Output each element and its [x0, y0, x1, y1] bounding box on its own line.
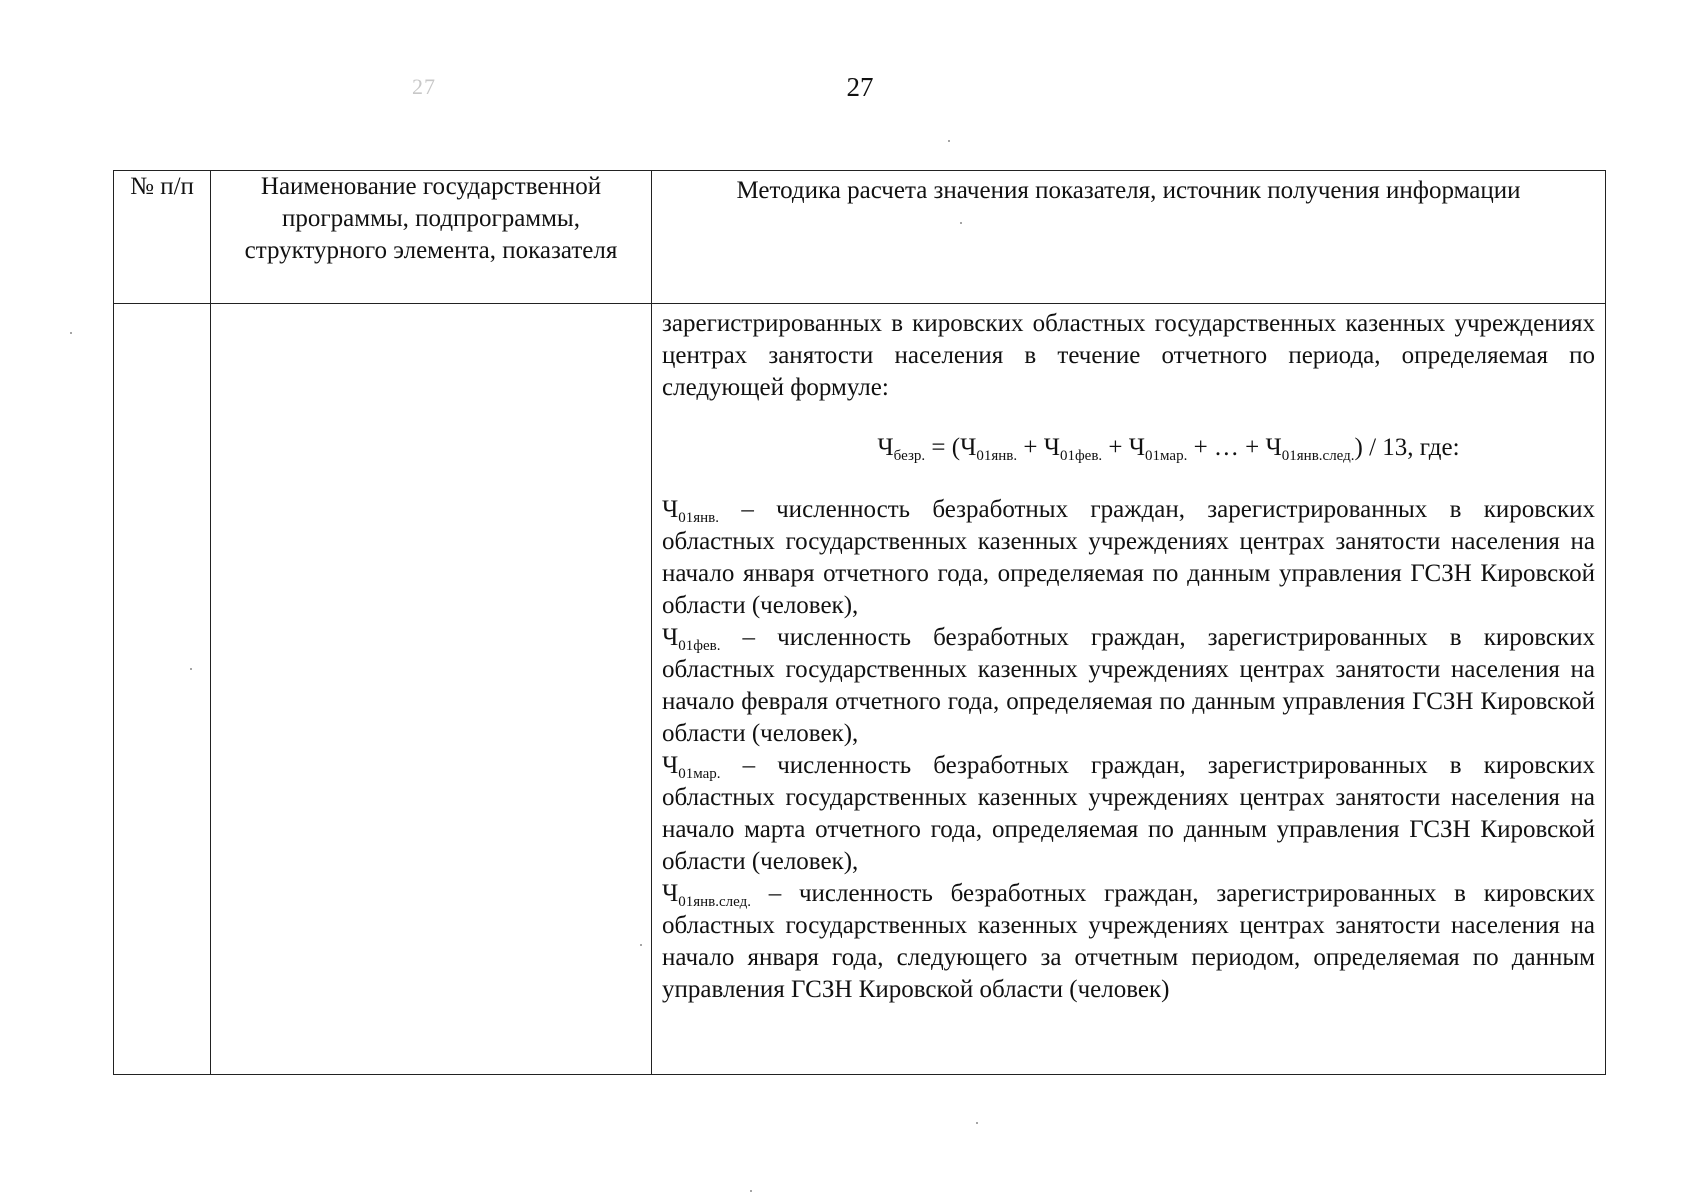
header-name-label: Наименование государственной программы, подпрограммы, структурного элемента, показателя — [244, 173, 618, 264]
scan-speck — [750, 1190, 752, 1192]
method-intro: зарегистрированных в кировских областных государственных казенных учреждениях центрах занятости населения в течение отчетного периода, определяемая по следующей формуле: — [662, 310, 1595, 401]
method-text — [652, 304, 1605, 1006]
formula-lhs-sub: безр. — [893, 448, 926, 464]
scan-speck — [976, 1122, 978, 1124]
cell-name — [211, 304, 652, 1075]
header-method — [652, 171, 1606, 304]
header-number — [114, 171, 211, 304]
definition-symbol-sub: 01янв.след. — [678, 894, 751, 910]
table-row — [114, 304, 1606, 1075]
definition-item — [662, 750, 1595, 878]
header-number-label: № п/п — [130, 173, 194, 200]
page-number: 27 — [846, 72, 874, 102]
table-header-row — [114, 171, 1606, 304]
definition-text: – численность безработных граждан, зарегистрированных в кировских областных государственных казенных учреждениях центрах занятости населения на начало февраля отчетного года, определяемая по данным управления ГСЗН Кировской области (человек), — [662, 624, 1595, 747]
formula-term-1-sub: 01янв. — [976, 448, 1018, 464]
faint-page-mark: 27 — [412, 74, 436, 99]
definition-text: – численность безработных граждан, зарегистрированных в кировских областных государственных казенных учреждениях центрах занятости населения на начало марта отчетного года, определяемая по данным управления ГСЗН Кировской области (человек), — [662, 752, 1595, 875]
formula-plus: + — [1102, 434, 1129, 461]
formula-ellipsis: + … + — [1187, 434, 1266, 461]
formula-term-4-sub: 01янв.след. — [1281, 448, 1355, 464]
header-method-label: Методика расчета значения показателя, источник получения информации — [736, 177, 1521, 204]
formula-term-1: Ч — [960, 434, 977, 461]
definition-text: – численность безработных граждан, зарегистрированных в кировских областных государственных казенных учреждениях центрах занятости населения на начало января года, следующего за отчетным периодом, определяемая по данным управления ГСЗН Кировской области (человек) — [662, 880, 1595, 1003]
formula-lhs: Ч — [877, 434, 894, 461]
definition-symbol-sub: 01янв. — [678, 510, 720, 526]
indicator-method-table — [113, 170, 1606, 1075]
scan-speck — [948, 140, 950, 142]
definition-symbol-sub: 01фев. — [678, 638, 721, 654]
definition-symbol: Ч — [662, 752, 679, 779]
definition-symbol: Ч — [662, 496, 679, 523]
scan-speck — [70, 332, 72, 334]
formula-term-3: Ч — [1128, 434, 1146, 461]
header-name — [211, 171, 652, 304]
definition-symbol: Ч — [662, 880, 679, 907]
definition-item — [662, 878, 1595, 1006]
formula-plus: + — [1017, 434, 1044, 461]
formula-term-2-sub: 01фев. — [1059, 448, 1103, 464]
cell-method — [652, 304, 1606, 1075]
formula-term-4: Ч — [1265, 434, 1282, 461]
definition-text: – численность безработных граждан, зарегистрированных в кировских областных государственных казенных учреждениях центрах занятости населения на начало января отчетного года, определяемая по данным управления ГСЗН Кировской области (человек), — [662, 496, 1595, 619]
cell-number — [114, 304, 211, 1075]
definition-item — [662, 494, 1595, 622]
formula-term-3-sub: 01мар. — [1145, 448, 1188, 464]
formula — [662, 432, 1595, 464]
definition-symbol: Ч — [662, 624, 679, 651]
definition-item — [662, 622, 1595, 750]
formula-eq: = ( — [925, 434, 961, 461]
formula-term-2: Ч — [1043, 434, 1060, 461]
definition-symbol-sub: 01мар. — [678, 766, 721, 782]
formula-tail: ) / 13, где: — [1354, 434, 1460, 461]
